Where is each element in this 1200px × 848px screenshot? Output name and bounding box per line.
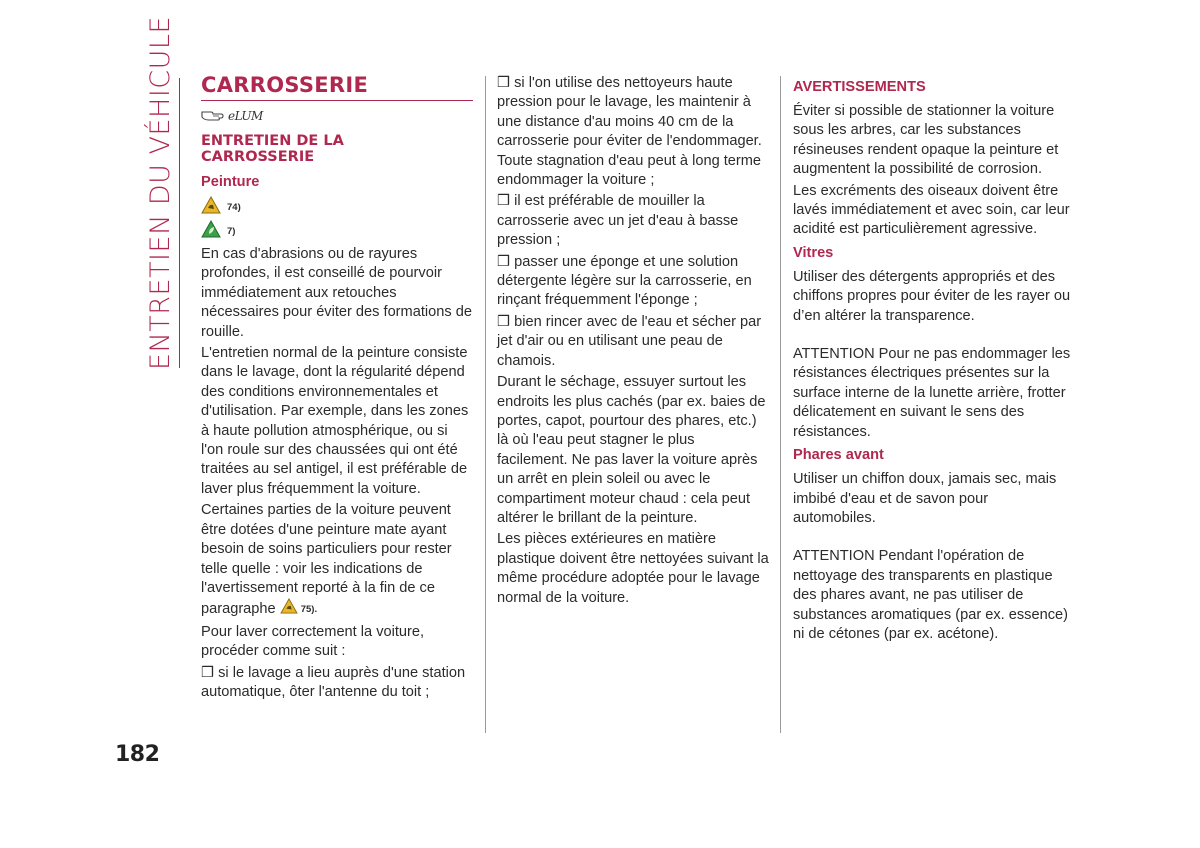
column-1	[201, 74, 473, 704]
heading-avertissements: AVERTISSEMENTS	[793, 79, 926, 95]
paragraph: Utiliser des détergents appropriés et des chiffons propres pour éviter de les rayer ou d’en altérer la transparence.	[793, 268, 1071, 324]
paragraph: L'entretien normal de la peinture consiste dans le lavage, dont la régularité dépend des conditions environnementales et d'utilisation. Par exemple, dans les zones à haute pollution atmosphérique, ou si l'on roule sur des chaussées qui ont été traitées au sel antigel, il est préférable de laver plus fréquemment la voiture.	[201, 345, 469, 497]
heading-peinture: Peinture	[201, 174, 260, 190]
bullet-item: ❒ si l'on utilise des nettoyeurs haute pression pour le lavage, les maintenir à une distance d'au moins 40 cm de la carrosserie pour éviter de l'endommager. Toute stagnation d'eau peut à long terme endommager la voiture ;	[497, 75, 762, 189]
warning-triangle-icon	[280, 598, 298, 620]
environment-reference	[201, 221, 473, 243]
environment-leaf-icon	[201, 220, 221, 244]
inline-warning-reference	[280, 598, 317, 620]
elum-logo	[201, 105, 473, 129]
bullet-item: ❒ bien rincer avec de l'eau et sécher par jet d'air ou en utilisant une peau de chamois.	[497, 313, 762, 369]
warning-triangle-icon	[201, 196, 221, 220]
warning-reference	[201, 197, 473, 219]
paragraph: ATTENTION Pour ne pas endommager les résistances électriques présentes sur la surface interne de la lunette arrière, frotter délicatement en suivant le sens des résistances.	[793, 346, 1071, 440]
warning-ref-label: 74)	[227, 202, 241, 214]
bullet-item: ❒ si le lavage a lieu auprès d'une station automatique, ôter l'antenne du toit ;	[201, 664, 466, 700]
bullet-item: ❒ passer une éponge et une solution détergente légère sur la carrosserie, en rinçant fréquemment l'éponge ;	[497, 253, 752, 309]
bullet-item: ❒ il est préférable de mouiller la carrosserie avec un jet d'eau à basse pression ;	[497, 193, 739, 249]
subsection-title-line2: CARROSSERIE	[201, 149, 315, 165]
column-2	[497, 74, 769, 610]
spacer	[793, 328, 1071, 345]
paragraph: ATTENTION Pendant l'opération de nettoyage des transparents en plastique des phares avant, ne pas utiliser de substances aromatiques (par ex. essence) ni de cétones (par ex. acétone).	[793, 548, 1068, 642]
paragraph: Durant le séchage, essuyer surtout les endroits les plus cachés (par ex. baies de portes, capot, pourtour des phares, etc.) là où l'eau peut stagner le plus facilement. Ne pas laver la voiture après un arrêt en plein soleil ou avec le compartiment moteur chaud : cela peut altérer le brillant de la peinture.	[497, 374, 766, 526]
paragraph-text: Certaines parties de la voiture peuvent être dotées d'une peinture mate ayant besoin de soins particuliers pour rester telle quelle : voir les indications de l'avertissement reporté à la fin de ce paragraphe	[201, 502, 452, 618]
page-number: 182	[115, 742, 160, 767]
elum-label: eLUM	[228, 109, 263, 124]
subsection-title	[201, 133, 473, 165]
paragraph	[201, 501, 473, 620]
environment-ref-label: 7)	[227, 226, 236, 238]
paragraph: Utiliser un chiffon doux, jamais sec, mais imbibé d'eau et de savon pour automobiles.	[793, 471, 1057, 526]
inline-warning-ref-label: 75).	[300, 603, 318, 615]
paragraph: En cas d'abrasions ou de rayures profondes, il est conseillé de pourvoir immédiatement aux retouches nécessaires pour éviter des formations de rouille.	[201, 246, 472, 340]
subsection-title-line1: ENTRETIEN DE LA	[201, 133, 344, 149]
paragraph: Les pièces extérieures en matière plastique doivent être nettoyées suivant la même procédure adoptée pour le lavage normal de la voiture.	[497, 531, 769, 606]
spacer	[793, 530, 1071, 547]
paragraph: Éviter si possible de stationner la voiture sous les arbres, car les substances résineuses rendent opaque la peinture et augmentent la possibilité de corrosion.	[793, 103, 1059, 178]
hand-pointer-icon	[201, 106, 225, 128]
heading-vitres: Vitres	[793, 244, 834, 261]
paragraph: Les excréments des oiseaux doivent être lavés immédiatement et avec soin, car leur acidité est particulièrement agressive.	[793, 182, 1070, 238]
heading-phares-avant: Phares avant	[793, 447, 884, 464]
paragraph: Pour laver correctement la voiture, procéder comme suit :	[201, 623, 425, 660]
column-3	[793, 74, 1071, 646]
side-divider	[179, 78, 180, 368]
section-title: CARROSSERIE	[201, 74, 473, 101]
column-divider-2	[780, 76, 781, 733]
column-divider-1	[485, 76, 486, 733]
chapter-side-title: ENTRETIEN DU VÉHICULE	[145, 15, 176, 370]
